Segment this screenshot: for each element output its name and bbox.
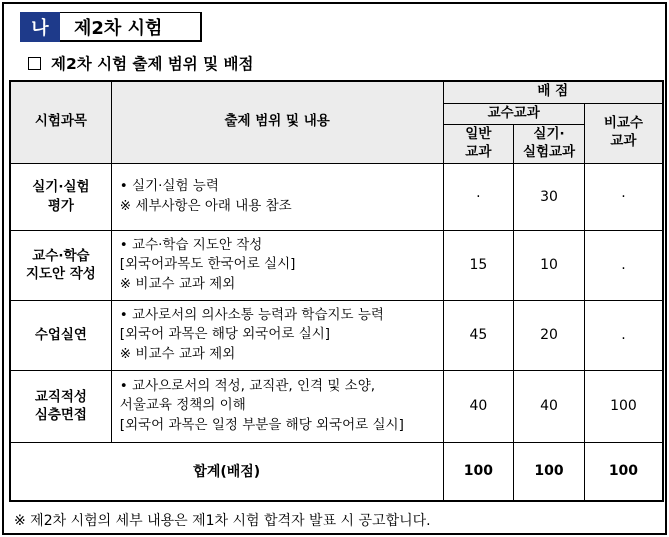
row-subject: 교수·학습 지도안 작성 [10,230,111,300]
total-label: 합계(배점) [10,442,443,501]
row-subject: 수업실연 [10,300,111,370]
row-content: • 교사로서의 의사소통 능력과 학습지도 능력 [외국어 과목은 해당 외국어로 실시] ※ 비교수 교과 제외 [111,300,443,370]
header-score: 배 점 [443,81,663,103]
row-general-score: · [443,163,514,230]
subtitle-text: 제2차 시험 출제 범위 및 배점 [51,55,254,73]
total-row [10,442,663,501]
row-content: • 실기·실험 능력 ※ 세부사항은 아래 내용 참조 [111,163,443,230]
row-subject: 실기·실험 평가 [10,163,111,230]
square-bullet-icon [28,57,41,70]
section-header [20,12,202,42]
footnote: ※ 제2차 시험의 세부 내용은 제1차 시험 합격자 발표 시 공고합니다. [14,513,431,529]
score-table [9,80,664,502]
row-content: • 교사으로서의 적성, 교직관, 인격 및 소양, 서울교육 정책의 이해 [외국어 과목은 일정 부분을 해당 외국어로 실시] [111,370,443,442]
header-teacher-subjects: 교수교과 [443,103,584,124]
row-general-score: 45 [443,300,514,370]
row-general-score: 40 [443,370,514,442]
row-practical-score: 30 [514,163,585,230]
section-badge: 나 [20,12,60,42]
total-nonteaching: 100 [584,442,663,501]
row-nonteaching-score: . [584,300,663,370]
row-nonteaching-score: 100 [584,370,663,442]
table-row [10,163,663,230]
row-practical-score: 20 [514,300,585,370]
row-practical-score: 10 [514,230,585,300]
row-content: • 교수·학습 지도안 작성 [외국어과목도 한국어로 실시] ※ 비교수 교과 제외 [111,230,443,300]
row-nonteaching-score: . [584,230,663,300]
section-title: 제2차 시험 [60,12,202,42]
subtitle [28,52,253,74]
header-subject: 시험과목 [10,81,111,163]
header-practical: 실기· 실험교과 [514,124,585,163]
table-row [10,230,663,300]
header-nonteaching: 비교수 교과 [584,103,663,163]
total-practical: 100 [514,442,585,501]
row-practical-score: 40 [514,370,585,442]
header-content: 출제 범위 및 내용 [111,81,443,163]
table-row [10,300,663,370]
row-nonteaching-score: · [584,163,663,230]
row-subject: 교직적성 심층면접 [10,370,111,442]
row-general-score: 15 [443,230,514,300]
total-general: 100 [443,442,514,501]
header-general: 일반 교과 [443,124,514,163]
table-row [10,370,663,442]
